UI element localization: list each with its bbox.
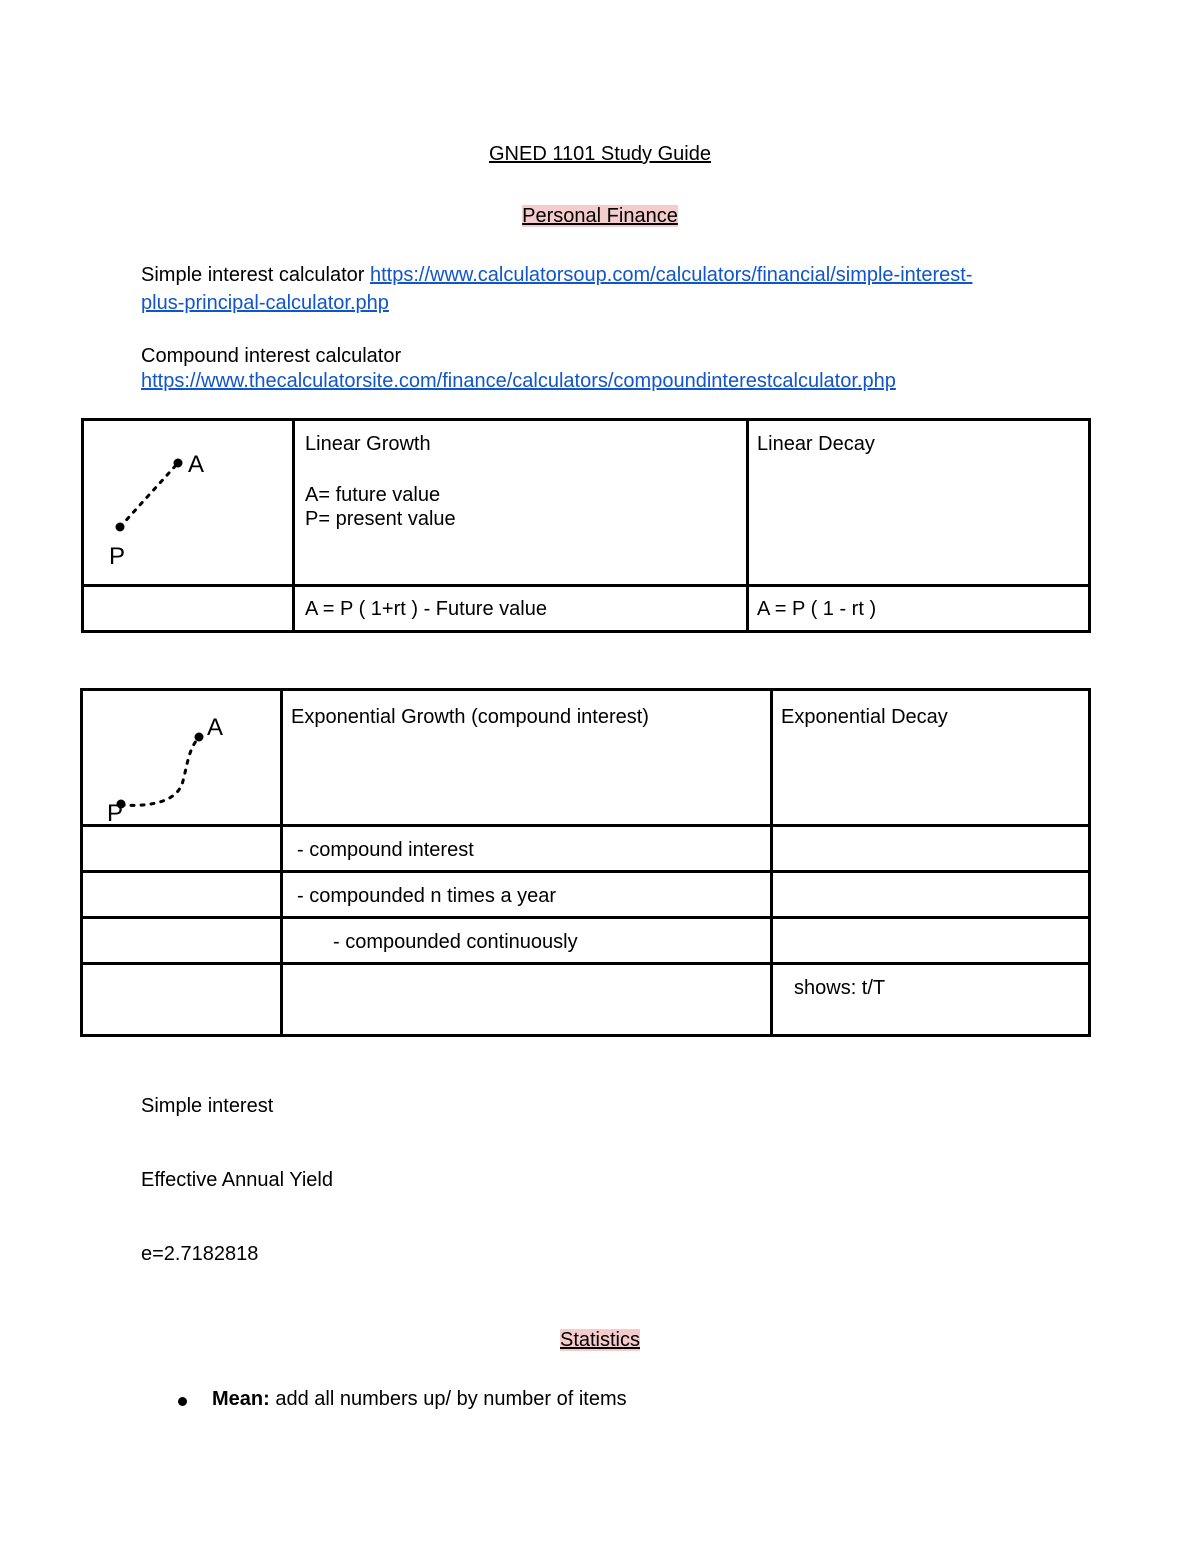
mean-term: Mean: <box>212 1388 270 1410</box>
exp-row2-decay-empty <box>772 872 1090 918</box>
simple-interest-note: Simple interest <box>141 1095 274 1117</box>
title-text: GNED 1101 Study Guide <box>489 143 711 165</box>
point-p-dot <box>116 523 125 532</box>
exp-row1-decay-empty <box>772 826 1090 872</box>
exp-row4-growth-empty <box>282 964 772 1036</box>
mean-definition: add all numbers up/ by number of items <box>269 1388 627 1410</box>
linear-table-header-row <box>83 420 1090 586</box>
exp-dotted-curve <box>121 737 199 805</box>
linear-diagram-cell <box>83 420 294 586</box>
exp-compounded-continuously-text: - compounded continuously <box>333 931 578 953</box>
exp-row-compound-interest <box>82 826 1090 872</box>
exp-row2-empty <box>82 872 282 918</box>
exp-decay-note: shows: t/T <box>794 977 886 999</box>
linear-table <box>81 418 1091 633</box>
personal-finance-heading: Personal Finance <box>522 205 678 227</box>
linear-decay-formula: A = P ( 1 - rt ) <box>757 598 877 620</box>
exp-row3-decay-empty <box>772 918 1090 964</box>
exp-point-a-label: A <box>207 714 224 741</box>
point-p-label: P <box>109 543 126 570</box>
exp-row-compounded-continuously <box>82 918 1090 964</box>
exp-row2-growth-cell <box>282 872 772 918</box>
exp-row3-growth-cell <box>282 918 772 964</box>
statistics-list-item <box>212 1388 627 1411</box>
exp-decay-cell <box>772 690 1090 826</box>
section-heading-personal-finance <box>0 205 1200 228</box>
exp-row3-empty <box>82 918 282 964</box>
exp-compounded-n-text: - compounded n times a year <box>297 885 557 907</box>
effective-annual-yield-note: Effective Annual Yield <box>141 1169 333 1191</box>
linear-growth-def-a: A= future value <box>305 484 441 506</box>
exp-point-a-dot <box>195 733 204 742</box>
linear-growth-formula: A = P ( 1+rt ) - Future value <box>305 598 547 620</box>
section-heading-statistics <box>0 1329 1200 1352</box>
exp-decay-header: Exponential Decay <box>781 706 948 728</box>
linear-growth-diagram <box>84 421 289 581</box>
statistics-heading: Statistics <box>559 1329 641 1351</box>
e-value-note: e=2.7182818 <box>141 1243 259 1265</box>
exponential-growth-diagram <box>83 691 278 821</box>
exp-row-compounded-n <box>82 872 1090 918</box>
exp-compound-interest-text: - compound interest <box>297 839 474 861</box>
linear-dotted-line <box>120 463 178 527</box>
exp-row1-growth-cell <box>282 826 772 872</box>
simple-calc-link[interactable]: https://www.calculatorsoup.com/calculators/financial/simple-interest- <box>369 264 973 286</box>
exp-growth-header: Exponential Growth (compound interest) <box>291 706 649 728</box>
simple-interest-calculator-line <box>141 264 972 287</box>
point-a-dot <box>174 459 183 468</box>
point-a-label: A <box>188 451 205 478</box>
exp-table-header-row <box>82 690 1090 826</box>
compound-calc-link[interactable]: https://www.thecalculatorsite.com/finance/calculators/compoundinterestcalculator.php <box>141 370 896 392</box>
linear-growth-def-p: P= present value <box>305 508 456 530</box>
exp-row1-empty <box>82 826 282 872</box>
exp-growth-cell <box>282 690 772 826</box>
linear-decay-header: Linear Decay <box>757 433 875 455</box>
linear-formula-empty-cell <box>83 586 294 632</box>
simple-interest-calculator-line2 <box>141 292 389 315</box>
exp-row-decay-note <box>82 964 1090 1036</box>
simple-calc-link-continued[interactable]: plus-principal-calculator.php <box>141 292 389 314</box>
bullet-icon <box>178 1397 187 1406</box>
linear-growth-formula-cell <box>294 586 748 632</box>
linear-decay-cell <box>748 420 1090 586</box>
exponential-table <box>80 688 1091 1037</box>
exp-diagram-cell <box>82 690 282 826</box>
compound-calc-label: Compound interest calculator <box>141 345 402 367</box>
linear-growth-header: Linear Growth <box>305 433 431 455</box>
compound-calc-link-line <box>141 370 896 393</box>
linear-table-formula-row <box>83 586 1090 632</box>
simple-calc-label: Simple interest calculator <box>141 264 370 286</box>
page-title <box>0 143 1200 166</box>
linear-decay-formula-cell <box>748 586 1090 632</box>
exp-row4-decay-cell <box>772 964 1090 1036</box>
exp-row4-empty <box>82 964 282 1036</box>
linear-growth-cell <box>294 420 748 586</box>
exp-point-p-label: P <box>107 800 124 821</box>
